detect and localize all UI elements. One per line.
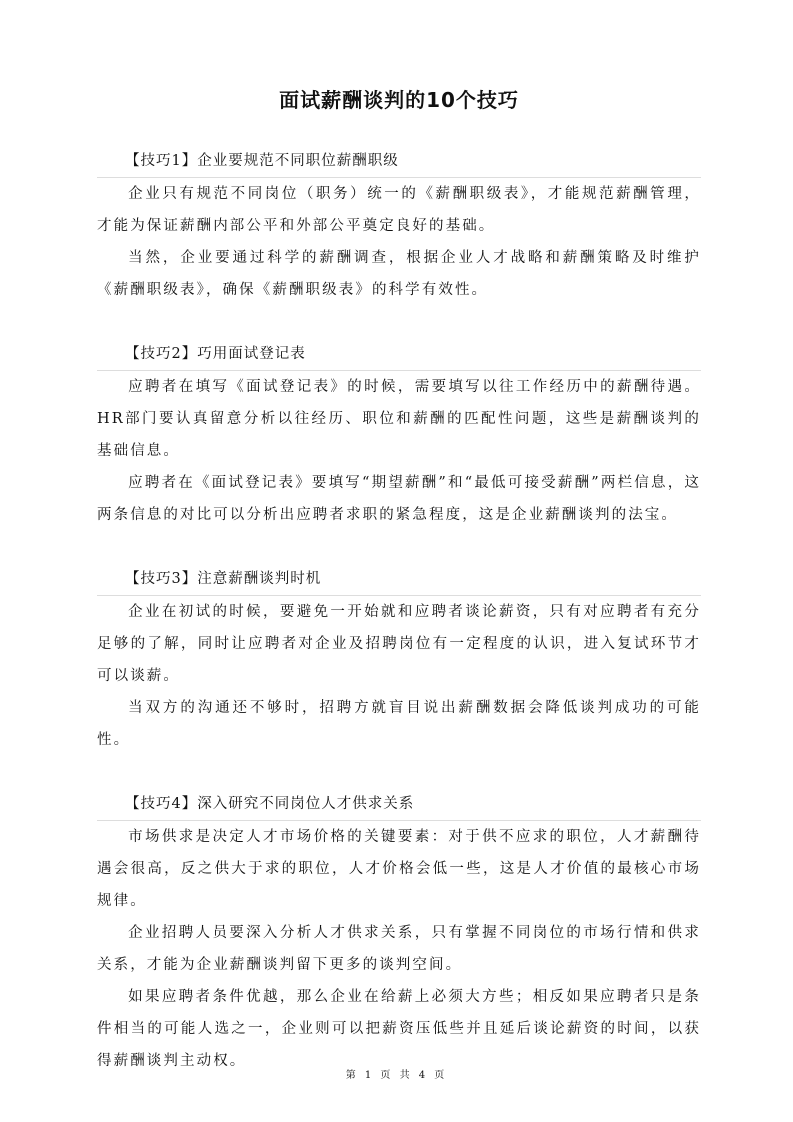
section-tip-1	[97, 145, 701, 306]
document-page	[97, 80, 701, 1109]
paragraph: 企业在初试的时候，要避免一开始就和应聘者谈论薪资，只有对应聘者有充分足够的了解，同时让应聘者对企业及招聘岗位有一定程度的认识，进入复试环节才可以谈薪。	[97, 604, 701, 684]
section-heading: 【技巧1】企业要规范不同职位薪酬职级	[97, 145, 701, 178]
paragraph: 如果应聘者条件优越，那么企业在给薪上必须大方些；相反如果应聘者只是条件相当的可能人选之一，企业则可以把薪资压低些并且延后谈论薪资的时间，以获得薪酬谈判主动权。	[97, 989, 701, 1069]
section-heading: 【技巧4】深入研究不同岗位人才供求关系	[97, 788, 701, 821]
section-tip-3	[97, 563, 701, 756]
paragraph: 企业招聘人员要深入分析人才供求关系，只有掌握不同岗位的市场行情和供求关系，才能为企业薪酬谈判留下更多的谈判空间。	[97, 925, 701, 973]
section-tip-4	[97, 788, 701, 1077]
paragraph: 当然，企业要通过科学的薪酬调查，根据企业人才战略和薪酬策略及时维护《薪酬职级表》，确保《薪酬职级表》的科学有效性。	[97, 250, 701, 298]
paragraph: 当双方的沟通还不够时，招聘方就盲目说出薪酬数据会降低谈判成功的可能性。	[97, 700, 701, 748]
paragraph: 应聘者在《面试登记表》要填写“期望薪酬”和“最低可接受薪酬”两栏信息，这两条信息的对比可以分析出应聘者求职的紧急程度，这是企业薪酬谈判的法宝。	[97, 475, 701, 523]
paragraph: 应聘者在填写《面试登记表》的时候，需要填写以往工作经历中的薪酬待遇。HR部门要认真留意分析以往经历、职位和薪酬的匹配性问题，这些是薪酬谈判的基础信息。	[97, 379, 701, 459]
document-title: 面试薪酬谈判的10个技巧	[279, 88, 519, 112]
paragraph: 企业只有规范不同岗位（职务）统一的《薪酬职级表》，才能规范薪酬管理，才能为保证薪酬内部公平和外部公平奠定良好的基础。	[97, 186, 701, 234]
section-heading: 【技巧3】注意薪酬谈判时机	[97, 563, 701, 596]
page-number-footer: 第 1 页 共 4 页	[345, 1070, 448, 1081]
section-heading: 【技巧2】巧用面试登记表	[97, 338, 701, 371]
section-tip-2	[97, 338, 701, 531]
paragraph: 市场供求是决定人才市场价格的关键要素：对于供不应求的职位，人才薪酬待遇会很高，反之供大于求的职位，人才价格会低一些，这是人才价值的最核心市场规律。	[97, 829, 701, 909]
